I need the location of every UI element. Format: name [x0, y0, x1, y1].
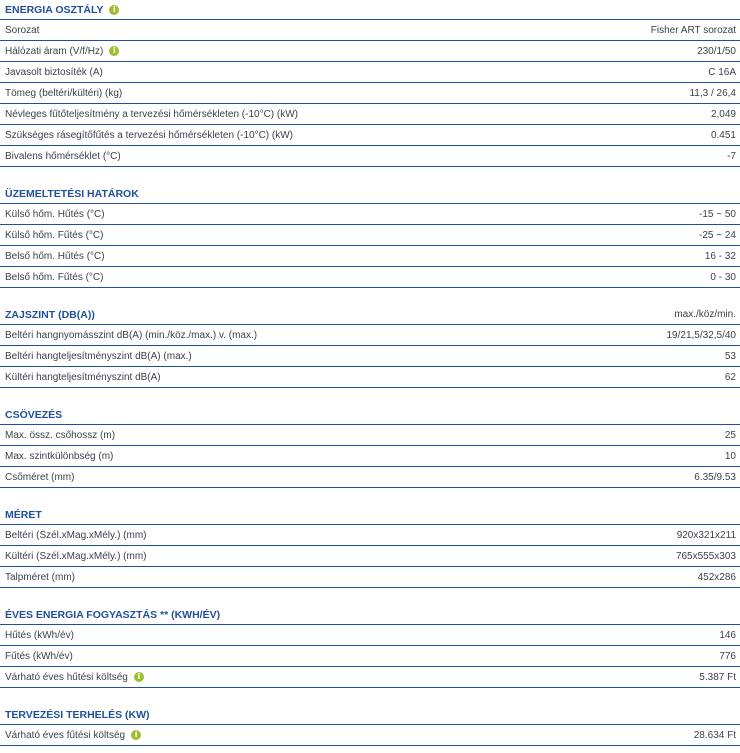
spec-label-group	[5, 130, 293, 141]
spec-label: Külső hőm. Fűtés (°C)	[5, 229, 104, 241]
info-icon[interactable]: i	[109, 5, 119, 15]
spec-label-group	[5, 430, 115, 441]
spec-section	[0, 505, 740, 588]
spec-value: 25	[724, 429, 736, 441]
spec-section	[0, 305, 740, 388]
spec-label-group	[5, 551, 147, 562]
spec-value: C 16A	[708, 66, 736, 78]
spec-row	[0, 125, 740, 146]
section-title: TERVEZÉSI TERHELÉS (KW)	[5, 708, 150, 721]
spec-row	[0, 225, 740, 246]
section-header	[0, 505, 740, 525]
spec-value: -7	[727, 150, 736, 162]
spec-value: 765x555x303	[675, 550, 736, 562]
spec-label-group	[5, 209, 105, 220]
spec-label: Névleges fűtőteljesítmény a tervezési hőmérsékleten (-10°C) (kW)	[5, 108, 298, 120]
spec-label: Tömeg (beltéri/kültéri) (kg)	[5, 87, 123, 99]
spec-label-group	[5, 151, 121, 162]
spec-label-group	[5, 451, 113, 462]
section-header	[0, 0, 740, 20]
section-header	[0, 305, 740, 325]
spec-label-group	[5, 330, 257, 341]
spec-row	[0, 346, 740, 367]
spec-value: 62	[724, 371, 736, 383]
spec-row	[0, 41, 740, 62]
spec-row	[0, 546, 740, 567]
spec-label: Csőméret (mm)	[5, 471, 75, 483]
info-icon[interactable]: i	[131, 730, 141, 740]
section-title-group	[5, 188, 139, 200]
spec-value: 10	[724, 450, 736, 462]
spec-label: Várható éves fűtési költség	[5, 729, 126, 741]
spec-label: Szükséges rásegítőfűtés a tervezési hőmérsékleten (-10°C) (kW)	[5, 129, 293, 141]
spec-row	[0, 104, 740, 125]
spec-label: Fűtés (kWh/év)	[5, 650, 73, 662]
spec-value: 2,049	[710, 108, 736, 120]
spec-label-group	[5, 25, 39, 36]
spec-label-group	[5, 88, 122, 99]
spec-value: 16 - 32	[704, 250, 736, 262]
spec-label: Belső hőm. Fűtés (°C)	[5, 271, 104, 283]
spec-section	[0, 605, 740, 688]
spec-label: Külső hőm. Hűtés (°C)	[5, 208, 105, 220]
spec-value: 11,3 / 26,4	[689, 87, 736, 99]
spec-label-group	[5, 651, 73, 662]
info-icon[interactable]: i	[134, 672, 144, 682]
section-title-group	[5, 409, 62, 421]
spec-value: 28.634 Ft	[693, 729, 736, 741]
spec-label-group	[5, 572, 75, 583]
spec-row	[0, 667, 740, 688]
section-title-group	[5, 609, 220, 621]
section-title: MÉRET	[5, 508, 42, 521]
spec-label: Javasolt biztosíték (A)	[5, 66, 103, 78]
spec-label: Sorozat	[5, 24, 40, 36]
spec-value: 0 - 30	[710, 271, 736, 283]
spec-section	[0, 405, 740, 488]
spec-value: 452x286	[697, 571, 736, 583]
spec-row	[0, 146, 740, 167]
spec-value: 5.387 Ft	[699, 671, 736, 683]
spec-label: Kültéri hangteljesítményszint dB(A)	[5, 371, 161, 383]
spec-section	[0, 0, 740, 167]
section-title: ÉVES ENERGIA FOGYASZTÁS ** (KWH/ÉV)	[5, 608, 221, 621]
spec-label: Bivalens hőmérséklet (°C)	[5, 150, 121, 162]
spec-label: Hálózati áram (V/f/Hz)	[5, 45, 104, 57]
spec-label: Belső hőm. Hűtés (°C)	[5, 250, 105, 262]
section-header	[0, 405, 740, 425]
spec-label-group	[5, 730, 141, 741]
spec-row	[0, 425, 740, 446]
spec-row	[0, 246, 740, 267]
spec-label: Talpméret (mm)	[5, 571, 76, 583]
spec-label: Beltéri (Szél.xMag.xMély.) (mm)	[5, 529, 147, 541]
spec-label: Max. szintkülönbség (m)	[5, 450, 114, 462]
spec-value: Fisher ART sorozat	[650, 24, 736, 36]
section-title: CSÖVEZÉS	[5, 408, 63, 421]
spec-row	[0, 367, 740, 388]
spec-value: 920x321x211	[676, 529, 736, 541]
spec-value: -15 ~ 50	[699, 208, 736, 220]
section-title-group	[5, 4, 119, 16]
spec-section	[0, 184, 740, 288]
spec-row	[0, 20, 740, 41]
section-title-group	[5, 509, 42, 521]
spec-label-group	[5, 630, 74, 641]
spec-label-group	[5, 272, 103, 283]
spec-label: Hűtés (kWh/év)	[5, 629, 74, 641]
spec-row	[0, 467, 740, 488]
spec-label: Kültéri (Szél.xMag.xMély.) (mm)	[5, 550, 147, 562]
spec-value: 53	[724, 350, 736, 362]
section-header	[0, 705, 740, 725]
section-title: ZAJSZINT (DB(A))	[5, 308, 95, 321]
spec-row	[0, 325, 740, 346]
spec-value: 776	[719, 650, 736, 662]
spec-value: 230/1/50	[697, 45, 736, 57]
section-title-group	[5, 309, 95, 321]
spec-row	[0, 83, 740, 104]
spec-value: 0.451	[710, 129, 736, 141]
info-icon[interactable]: i	[109, 46, 119, 56]
spec-row	[0, 267, 740, 288]
spec-row	[0, 525, 740, 546]
spec-label-group	[5, 46, 119, 57]
spec-label-group	[5, 109, 298, 120]
spec-row	[0, 62, 740, 83]
spec-label-group	[5, 351, 192, 362]
spec-label: Beltéri hangnyomásszint dB(A) (min./köz./max.) v. (max.)	[5, 329, 258, 341]
spec-value: 19/21,5/32,5/40	[666, 329, 736, 341]
spec-section	[0, 705, 740, 746]
section-title-group	[5, 709, 149, 721]
section-header	[0, 184, 740, 204]
spec-row	[0, 725, 740, 746]
spec-label-group	[5, 67, 103, 78]
spec-label-group	[5, 251, 105, 262]
spec-value: 6.35/9.53	[694, 471, 736, 483]
spec-label: Várható éves hűtési költség	[5, 671, 128, 683]
spec-label-group	[5, 530, 147, 541]
spec-label-group	[5, 372, 161, 383]
spec-label: Max. össz. csőhossz (m)	[5, 429, 116, 441]
section-header	[0, 605, 740, 625]
spec-label-group	[5, 472, 74, 483]
section-title: ENERGIA OSZTÁLY	[5, 3, 104, 16]
spec-value: -25 ~ 24	[699, 229, 736, 241]
spec-label-group	[5, 230, 103, 241]
spec-label: Beltéri hangteljesítményszint dB(A) (max.)	[5, 350, 192, 362]
spec-row	[0, 646, 740, 667]
spec-value: 146	[719, 629, 736, 641]
spec-row	[0, 567, 740, 588]
spec-row	[0, 204, 740, 225]
section-header-value: max./köz/min.	[674, 309, 736, 320]
section-title: ÜZEMELTETÉSI HATÁROK	[5, 187, 139, 200]
spec-row	[0, 625, 740, 646]
spec-label-group	[5, 672, 144, 683]
spec-row	[0, 446, 740, 467]
